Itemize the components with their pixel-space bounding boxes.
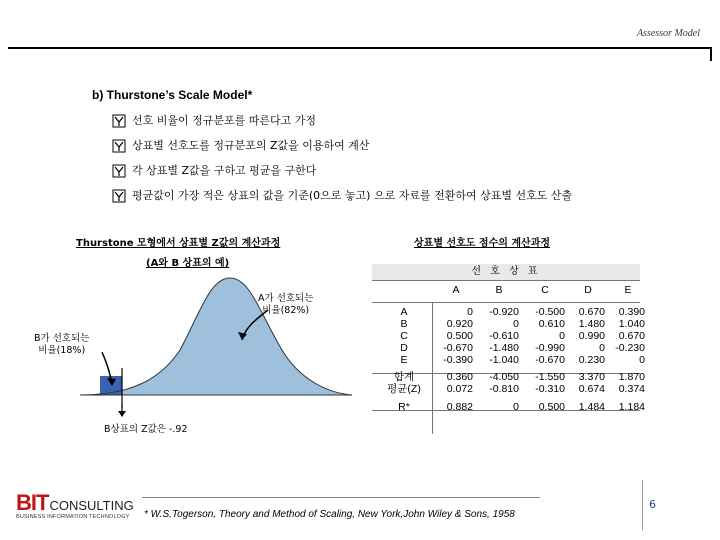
table-cell: 0.674: [578, 383, 605, 395]
header-rule-tick: [710, 47, 712, 61]
column-header: E: [624, 284, 632, 296]
table-cell: 0.610: [538, 318, 565, 330]
table-header-row: [372, 284, 648, 302]
label-b-preferred: [34, 333, 89, 357]
label-b-line2: 비율(18%): [38, 345, 86, 356]
bullet-list: [112, 108, 572, 208]
column-header: B: [495, 284, 503, 296]
table-cell: 1.184: [618, 401, 645, 413]
table-cell: -0.810: [489, 383, 519, 395]
company-logo: [16, 490, 134, 520]
table-cell: -0.670: [535, 354, 565, 366]
table-cell: 0.670: [618, 330, 645, 342]
checkbox-bullet-icon: [112, 189, 126, 203]
normal-curve-diagram: [60, 268, 360, 408]
page-number: 6: [649, 498, 656, 511]
table-cell: 0: [467, 306, 473, 318]
mean-row: [372, 383, 648, 395]
document-header-title: Assessor Model: [636, 28, 700, 39]
preference-score-table: [372, 284, 648, 413]
table-cell: 0.500: [538, 401, 565, 413]
table-cell: 1.040: [618, 318, 645, 330]
figure-subtitle: (A와 B 상표의 예): [146, 258, 230, 269]
table-cell: -1.550: [535, 371, 565, 383]
table-cell: 0.920: [446, 318, 473, 330]
table-cell: 0.230: [578, 354, 605, 366]
table-cell: -0.990: [535, 342, 565, 354]
bullet-text: 각 상표별 Z값을 구하고 평균을 구한다: [132, 164, 317, 177]
checkbox-bullet-icon: [112, 164, 126, 178]
label-z-value: B상표의 Z값은 -.92: [104, 424, 188, 435]
table-cell: 0.500: [446, 330, 473, 342]
table-row: [372, 354, 648, 366]
column-group-label: 선 호 상 표: [471, 266, 541, 277]
row-label: D: [400, 342, 408, 354]
row-label: 합계: [393, 371, 415, 383]
table-cell: 0.990: [578, 330, 605, 342]
table-cell: 1.480: [578, 318, 605, 330]
table-cell: -1.040: [489, 354, 519, 366]
figure-title: Thurstone 모형에서 상표별 Z값의 계산과정: [76, 238, 281, 249]
table-cell: -0.670: [443, 342, 473, 354]
table-cell: -0.390: [443, 354, 473, 366]
table-cell: -0.920: [489, 306, 519, 318]
table-row: [372, 342, 648, 354]
sum-row: [372, 371, 648, 383]
row-label: B: [400, 318, 408, 330]
footnote: * W.S.Togerson, Theory and Method of Scaling, New York,John Wiley & Sons, 1958: [144, 509, 515, 520]
logo-tagline: BUSINESS INFORMATION TECHNOLOGY: [16, 514, 130, 520]
table-cell: -4.050: [489, 371, 519, 383]
table-row: [372, 330, 648, 342]
bullet-text: 평균값이 가장 적은 상표의 값을 기준(0으로 놓고) 으로 자료를 전환하여 상표별 선호도 산출: [132, 189, 573, 202]
column-group-header: [372, 264, 640, 281]
table-cell: 0.072: [446, 383, 473, 395]
table-cell: -0.310: [535, 383, 565, 395]
label-a-line1: A가 선호되는: [258, 293, 314, 304]
table-cell: -0.230: [615, 342, 645, 354]
bullet-text: 선호 비율이 정규분포를 따른다고 가정: [132, 114, 317, 127]
header-rule: [8, 47, 712, 49]
table-cell: 1.484: [578, 401, 605, 413]
table-cell: 0: [559, 330, 565, 342]
row-label: R*: [398, 401, 410, 413]
table-cell: -1.480: [489, 342, 519, 354]
section-title: b) Thurstone’s Scale Model*: [92, 88, 253, 102]
arrow-down-icon: [116, 404, 128, 418]
table-cell: 0.374: [618, 383, 645, 395]
table-title: 상표별 선호도 점수의 계산과정: [414, 238, 551, 249]
table-cell: 0: [513, 318, 519, 330]
bullet-item: [112, 133, 572, 158]
row-label: 평균(Z): [387, 383, 421, 395]
row-label: A: [400, 306, 408, 318]
logo-bit: BIT: [16, 490, 49, 515]
table-cell: 0.360: [446, 371, 473, 383]
table-cell: -0.500: [535, 306, 565, 318]
label-b-line1: B가 선호되는: [34, 333, 90, 344]
label-a-line2: 비율(82%): [262, 305, 310, 316]
label-a-preferred: [258, 293, 313, 317]
bullet-item: [112, 108, 572, 133]
table-cell: 0: [513, 401, 519, 413]
table-cell: 0: [639, 354, 645, 366]
table-cell: 1.870: [618, 371, 645, 383]
column-header: A: [452, 284, 460, 296]
footnote-rule: [142, 497, 540, 498]
checkbox-bullet-icon: [112, 114, 126, 128]
table-cell: 0.670: [578, 306, 605, 318]
bullet-item: [112, 158, 572, 183]
logo-consulting: CONSULTING: [49, 498, 134, 513]
checkbox-bullet-icon: [112, 139, 126, 153]
page-number-box: [642, 480, 671, 530]
table-row: [372, 306, 648, 318]
bullet-text: 상표별 선호도를 정규분포의 Z값을 이용하여 계산: [132, 139, 370, 152]
table-cell: 0.390: [618, 306, 645, 318]
table-cell: 0: [599, 342, 605, 354]
bullet-item: [112, 183, 572, 208]
table-cell: 3.370: [578, 371, 605, 383]
row-label: E: [400, 354, 408, 366]
table-cell: 0.882: [446, 401, 473, 413]
row-label: C: [400, 330, 408, 342]
table-row: [372, 318, 648, 330]
column-header: C: [541, 284, 549, 296]
table-cell: -0.610: [489, 330, 519, 342]
column-header: D: [584, 284, 592, 296]
r-row: [372, 401, 648, 413]
